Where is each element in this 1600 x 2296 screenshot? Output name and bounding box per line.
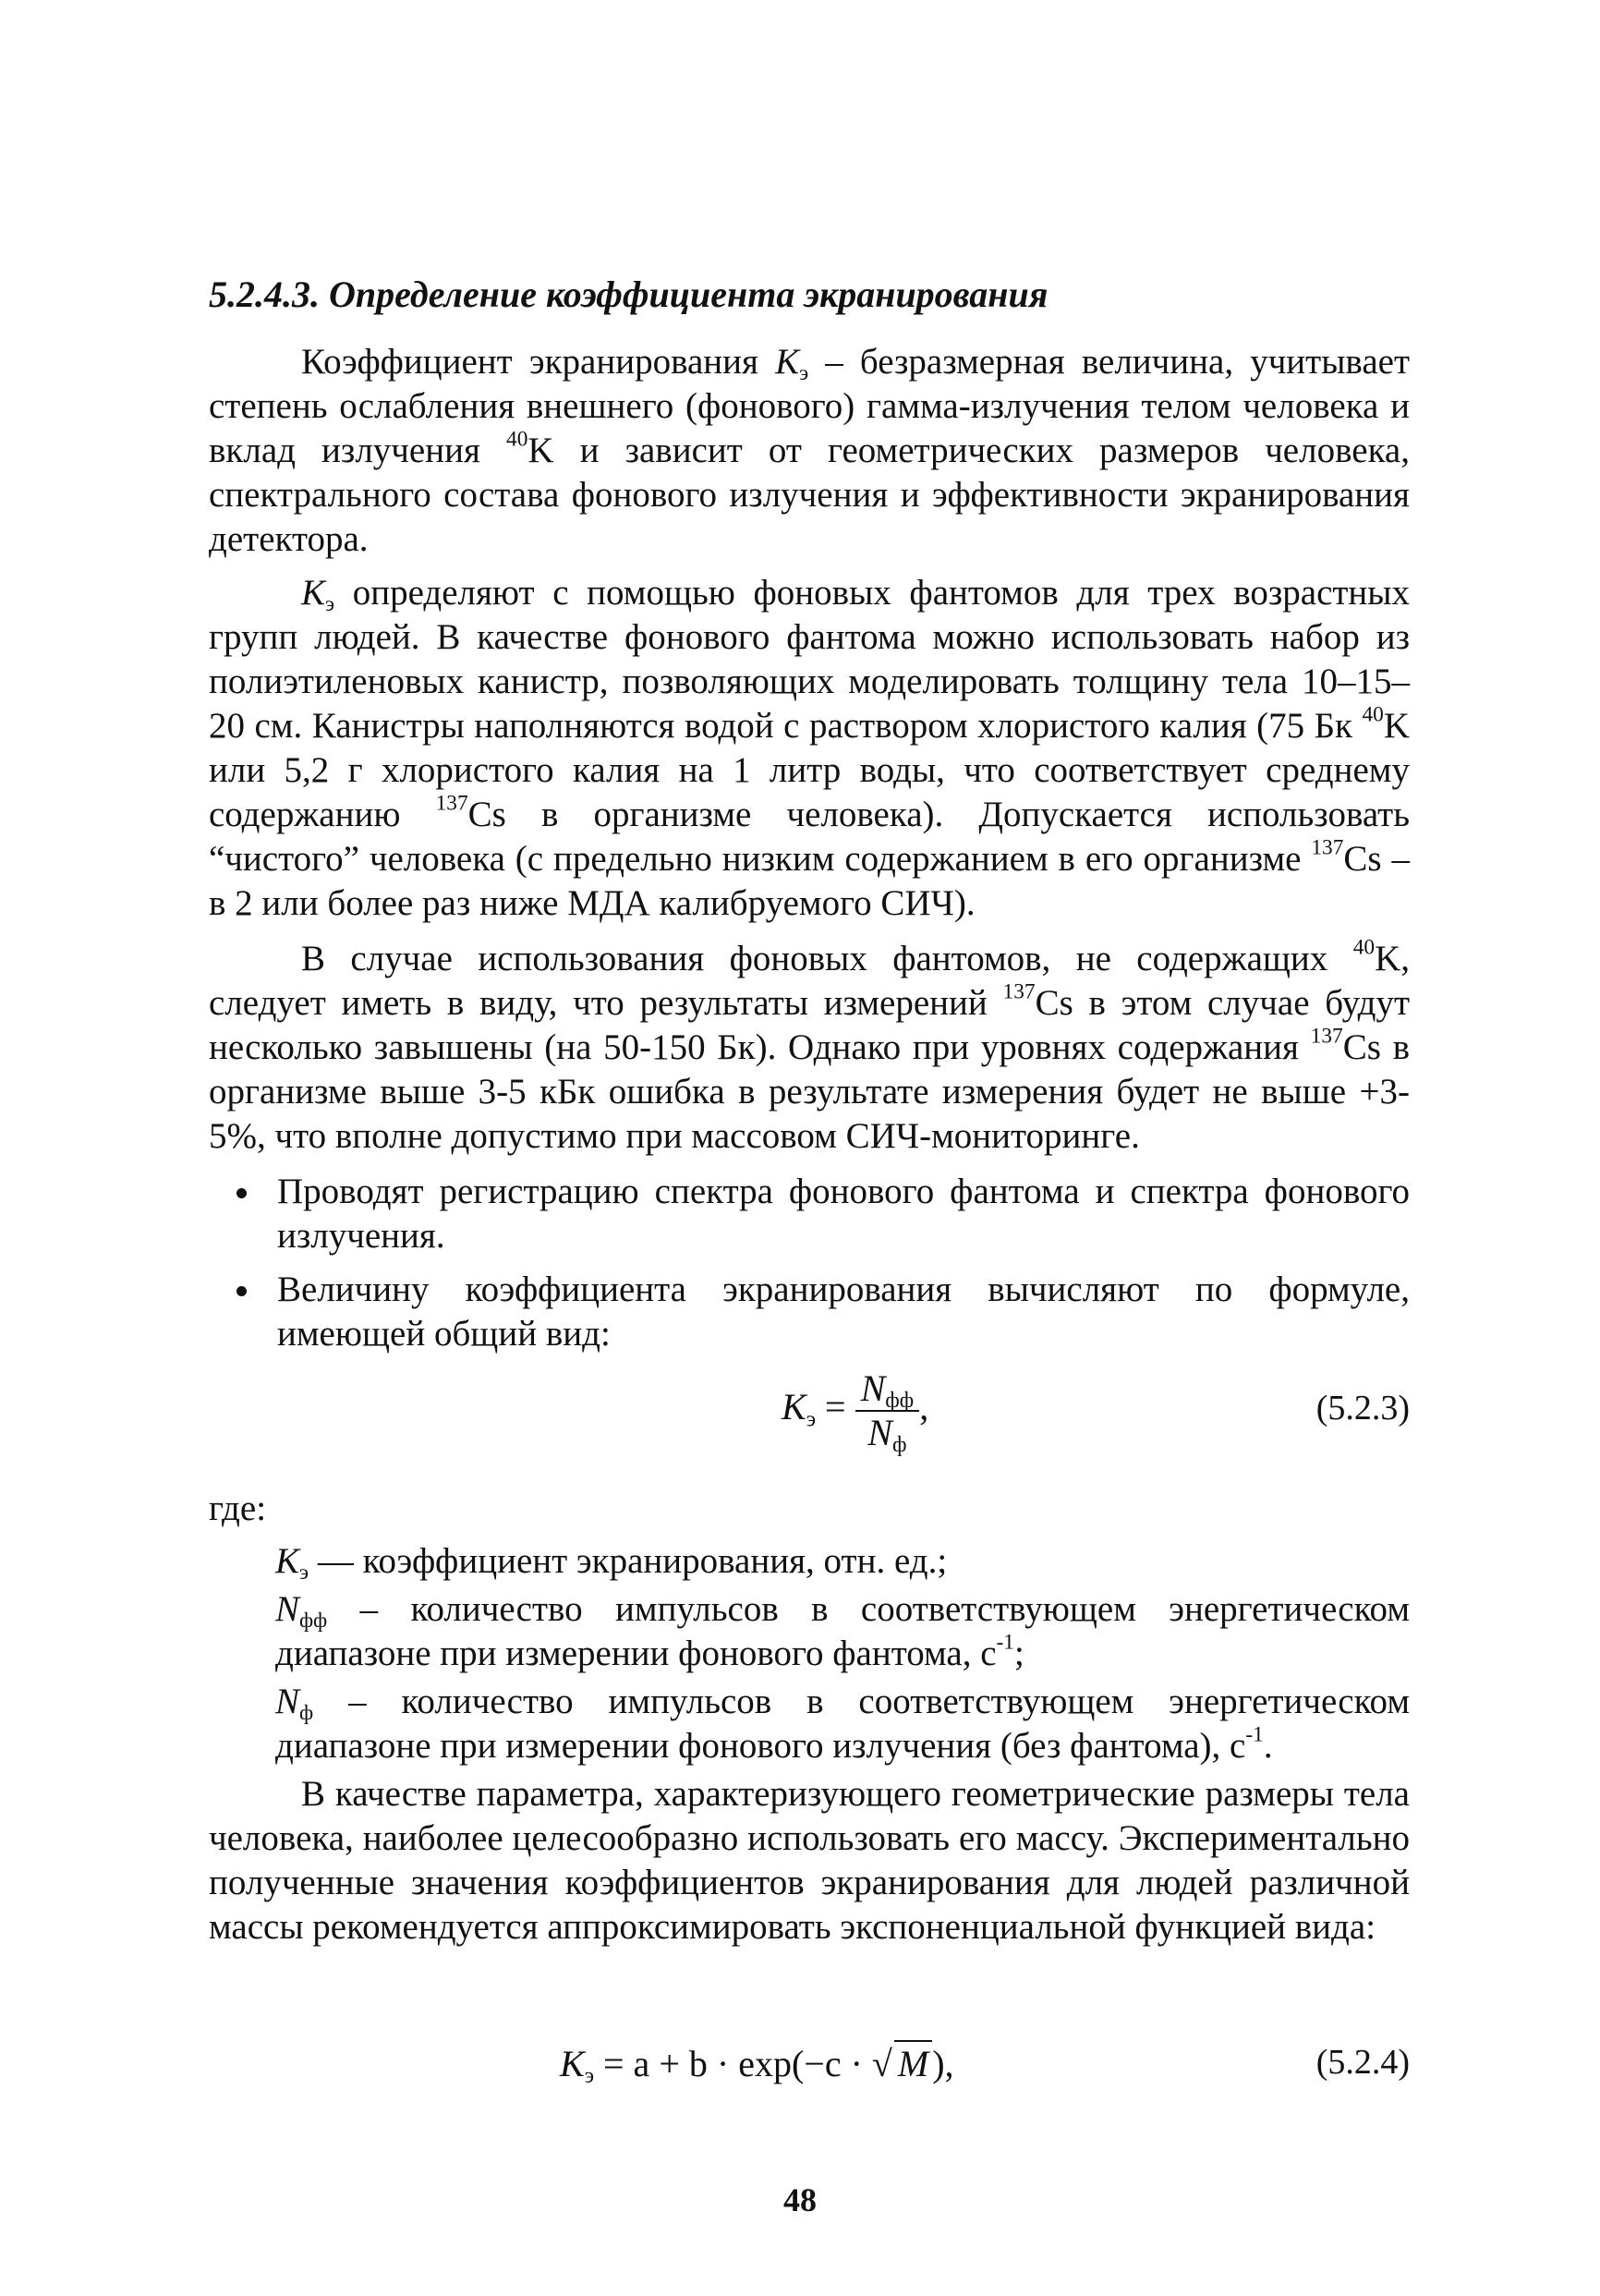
equation-number: (5.2.4) bbox=[1315, 2043, 1410, 2082]
formula-lhs: K bbox=[782, 1386, 806, 1428]
paragraph-mass-parameter bbox=[209, 1772, 1410, 1950]
definition-symbol: K bbox=[275, 1541, 300, 1581]
formula-lhs-subscript: э bbox=[806, 1407, 816, 1432]
numerator-subscript: фф bbox=[885, 1389, 915, 1414]
cs137-mass-number: 137 bbox=[435, 791, 468, 816]
formula-fraction bbox=[855, 1367, 920, 1458]
p3-text-a: В случае использования фоновых фантомов, не содержащих bbox=[301, 939, 1353, 978]
formula-close: ) bbox=[932, 2043, 945, 2084]
k-subscript: э bbox=[799, 361, 809, 386]
definition-symbol: N bbox=[275, 1682, 300, 1721]
equation-number: (5.2.3) bbox=[1315, 1389, 1410, 1427]
formula-trailing-comma: , bbox=[944, 2043, 954, 2084]
formula-trailing-comma: , bbox=[919, 1386, 929, 1428]
sqrt-sign: √ bbox=[871, 2043, 892, 2084]
p4-text: В качестве параметра, характеризующего геометрические размеры тела человека, наиболее целесообразно использовать его массу. Экспериментально полученные значения коэффициентов экранирования для людей различной массы рекомендуется аппроксимировать экспоненциальной функцией вида: bbox=[209, 1774, 1410, 1947]
p2-text-a: определяют с помощью фоновых фантомов для трех возрастных групп людей. В качестве фонового фантома можно использовать набор из полиэтиленовых канистр, позволяющих моделировать толщину тела 10–15–20 см. Канистры наполняются водой с раствором хлористого калия (75 Бк bbox=[209, 573, 1410, 746]
p3-text-b: K, следует иметь в виду, что результаты измерений bbox=[209, 939, 1410, 1023]
bullet-icon bbox=[236, 1188, 247, 1198]
k-symbol: K bbox=[301, 573, 326, 613]
k40-mass-number: 40 bbox=[1352, 935, 1376, 960]
p2-text-b: K или 5,2 г хлористого калия на 1 литр воды, что соответствует среднему содержанию bbox=[209, 706, 1410, 834]
definition-item bbox=[275, 1587, 1410, 1676]
unit-exponent: -1 bbox=[1245, 1722, 1264, 1747]
formula-lhs-subscript: э bbox=[584, 2064, 594, 2089]
cs137-mass-number: 137 bbox=[1002, 979, 1036, 1004]
bullet-list bbox=[209, 1170, 1410, 1258]
where-label: где: bbox=[209, 1488, 267, 1528]
p1-text-start: Коэффициент экранирования bbox=[301, 342, 776, 382]
paragraph-overestimation bbox=[209, 937, 1410, 1159]
p3-text-c: Cs в этом случае будут несколько завышены (на 50-150 Бк). Однако при уровнях содержания bbox=[209, 983, 1410, 1067]
formula-shielding-coefficient bbox=[209, 1367, 1410, 1469]
sqrt-argument: M bbox=[894, 2040, 932, 2085]
definition-symbol: N bbox=[275, 1589, 300, 1629]
formula-mass-approximation bbox=[209, 2033, 1410, 2097]
unit-exponent: -1 bbox=[996, 1630, 1015, 1655]
definition-item bbox=[275, 1539, 1410, 1584]
formula-expression bbox=[560, 2040, 954, 2089]
denominator-symbol: N bbox=[867, 1412, 892, 1453]
k40-mass-number: 40 bbox=[1362, 702, 1384, 727]
definition-subscript: фф bbox=[299, 1609, 328, 1634]
cs137-mass-number: 137 bbox=[1310, 1024, 1343, 1049]
p2-text-d: Cs – в 2 или более раз ниже МДА калибруемого СИЧ). bbox=[209, 839, 1410, 923]
list-item bbox=[209, 1170, 1410, 1258]
bullet-icon bbox=[236, 1286, 247, 1296]
k-symbol: K bbox=[775, 342, 800, 382]
fraction-numerator bbox=[855, 1367, 920, 1412]
paragraph-shielding-definition bbox=[209, 340, 1410, 562]
page-number: 48 bbox=[783, 2181, 817, 2218]
p3-text-d: Cs в организме выше 3-5 кБк ошибка в результате измерения будет не выше +3-5%, что вполне допустимо при массовом СИЧ-мониторинге. bbox=[209, 1027, 1411, 1156]
definition-end: ; bbox=[1014, 1634, 1024, 1673]
bullet-text: Проводят регистрацию спектра фонового фантома и спектра фонового излучения. bbox=[277, 1172, 1410, 1256]
section-heading: 5.2.4.3. Определение коэффициента экранирования bbox=[209, 273, 1048, 315]
bullet-list bbox=[209, 1268, 1410, 1356]
bullet-text: Величину коэффициента экранирования вычисляют по формуле, имеющей общий вид: bbox=[277, 1269, 1410, 1354]
definition-subscript: ф bbox=[299, 1701, 314, 1726]
list-item bbox=[209, 1268, 1410, 1356]
denominator-subscript: ф bbox=[891, 1433, 907, 1458]
definition-end: . bbox=[1263, 1726, 1273, 1766]
p2-text-c: Cs в организме человека). Допускается использовать “чистого” человека (с предельно низким содержанием в его организме bbox=[209, 795, 1410, 879]
symbol-definitions bbox=[275, 1539, 1410, 1772]
definition-text: — коэффициент экранирования, отн. ед.; bbox=[309, 1541, 948, 1581]
fraction-denominator bbox=[855, 1412, 920, 1458]
p1-text-end: K и зависит от геометрических размеров человека, спектрального состава фонового излучения и эффективности экранирования детектора. bbox=[209, 431, 1410, 559]
formula-lhs: K bbox=[560, 2043, 585, 2084]
definition-text: – количество импульсов в соответствующем энергетическом диапазоне при измерении фонового фантома, c bbox=[275, 1589, 1410, 1673]
definition-subscript: э bbox=[299, 1561, 309, 1585]
formula-body: = a + b · exp(−c · bbox=[594, 2043, 872, 2084]
k-subscript: э bbox=[325, 592, 335, 617]
definition-text: – количество импульсов в соответствующем энергетическом диапазоне при измерении фонового излучения (без фантома), c bbox=[275, 1682, 1410, 1766]
definition-item bbox=[275, 1680, 1410, 1768]
paragraph-phantoms bbox=[209, 571, 1410, 926]
p1-text-mid: – безразмерная величина, учитывает степень ослабления внешнего (фонового) гамма-излучения телом человека и вклад излучения bbox=[209, 342, 1410, 470]
cs137-mass-number: 137 bbox=[1311, 835, 1344, 860]
formula-expression bbox=[782, 1367, 929, 1458]
numerator-symbol: N bbox=[860, 1367, 886, 1409]
formula-equals: = bbox=[816, 1386, 855, 1428]
k40-mass-number: 40 bbox=[506, 427, 528, 452]
